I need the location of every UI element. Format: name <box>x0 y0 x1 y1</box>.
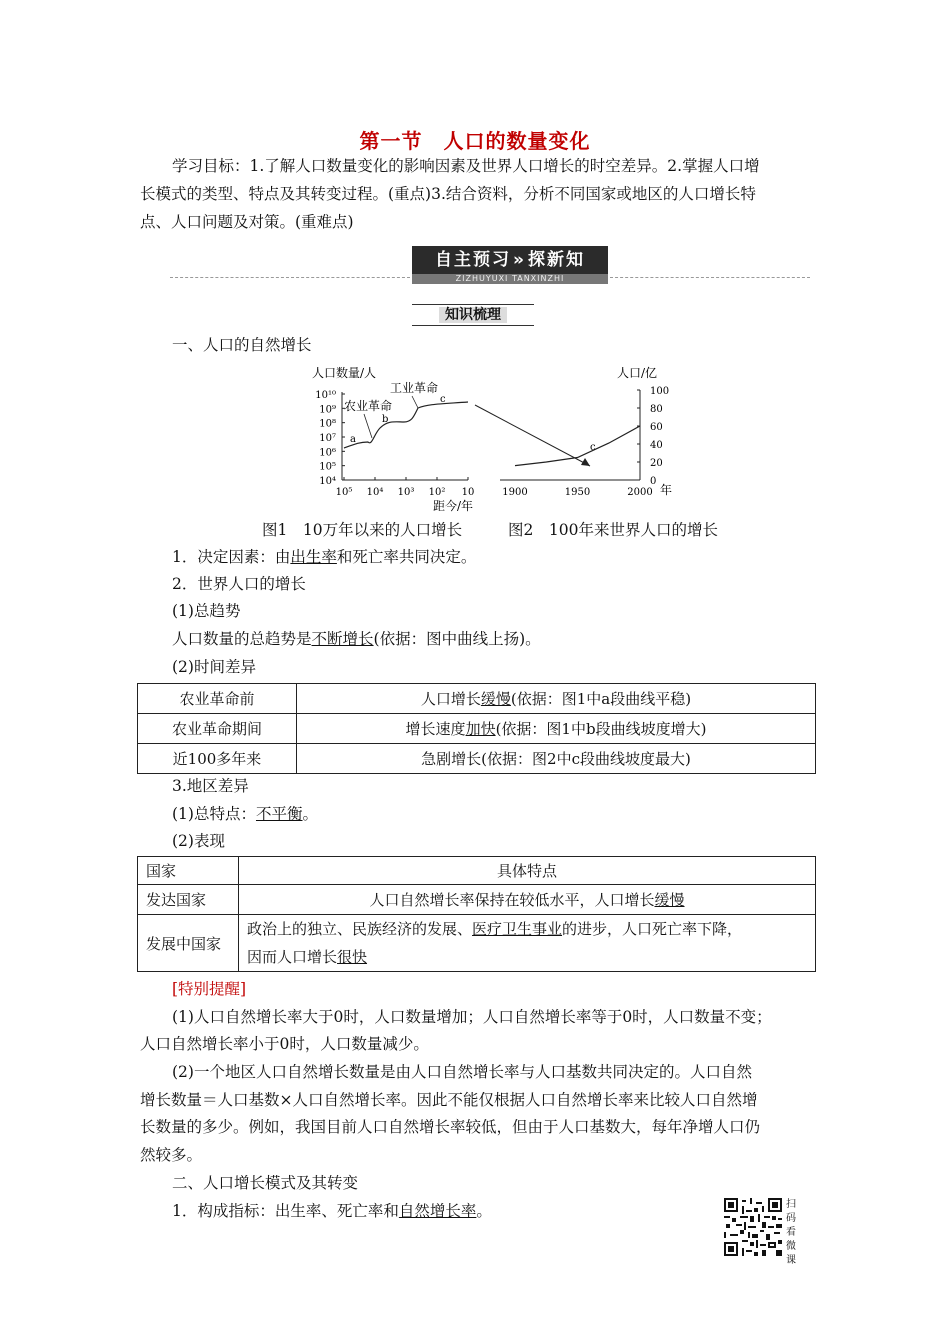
fig1-xtick-label: 10⁴ <box>366 487 384 498</box>
fig1-ytick-label: 10⁶ <box>319 447 336 459</box>
banner-title: 自主预习 » 探新知 <box>412 246 608 274</box>
objectives-line-1: 学习目标：1.了解人口数量变化的影响因素及世界人口增长的时空差异。2.掌握人口增 <box>172 157 760 175</box>
tip2-line-3: 长数量的多少。例如，我国目前人口自然增长率较低，但由于人口基数大，每年净增人口仍 <box>140 1118 761 1136</box>
fig1-xlabel: 距今/年 <box>433 499 474 513</box>
fig1-ytick-label: 10⁸ <box>319 418 336 430</box>
tip-label: [特别提醒] <box>172 980 247 998</box>
fig2-xtick-label: 2000 <box>627 487 653 498</box>
fig1-ytick-label: 10⁴ <box>319 476 336 487</box>
objectives-line-2: 长模式的类型、特点及其转变过程。(重点)3.结合资料，分析不同国家或地区的人口增长特 <box>140 185 756 203</box>
section2-heading: 二、人口增长模式及其转变 <box>172 1174 359 1192</box>
tip2-line-2: 增长数量＝人口基数×人口自然增长率。因此不能仅根据人口自然增长率来比较人口自然增 <box>140 1091 758 1109</box>
time-difference-table <box>137 683 816 774</box>
qr-label: 扫码看微课 <box>786 1199 796 1266</box>
fig2-xtick-label: 1950 <box>564 487 591 498</box>
fig1-xtick-label: 10³ <box>397 487 415 498</box>
table-row: 农业革命期间 增长速度加快(依据：图1中b段曲线坡度增大) <box>138 714 816 744</box>
connector-arrow <box>475 405 590 466</box>
fig1-label-b: b <box>382 414 389 425</box>
banner-arrow-icon: » <box>513 250 526 270</box>
para-trend: (1)总趋势 <box>172 602 241 620</box>
para-performance: (2)表现 <box>172 832 225 850</box>
tip2-line-1: (2)一个地区人口自然增长数量是由人口自然增长率与人口基数共同决定的。人口自然 <box>172 1063 752 1081</box>
tip2-line-4: 然较多。 <box>140 1146 203 1164</box>
section1-heading: 一、人口的自然增长 <box>172 336 312 354</box>
fig1-ytick-label: 10⁹ <box>319 404 336 416</box>
tip1-line-1: (1)人口自然增长率大于0时，人口数量增加；人口自然增长率等于0时，人口数量不变； <box>172 1008 772 1026</box>
knowledge-tag: 知识梳理 <box>412 304 534 326</box>
para-determinants: 1．决定因素：由出生率和死亡率共同决定。 <box>172 548 477 566</box>
table-row: 发展中国家 政治上的独立、民族经济的发展、医疗卫生事业的进步，人口死亡率下降， 因而人口增长很快 <box>138 915 816 972</box>
banner-subtitle: ZIZHUYUXI TANXINZHI <box>412 274 608 284</box>
fig2-ytick-label: 0 <box>650 476 657 487</box>
population-figures <box>300 362 690 520</box>
fig1-ytick-label: 10¹⁰ <box>315 390 336 401</box>
para-trend-detail: 人口数量的总趋势是不断增长(依据：图中曲线上扬)。 <box>172 630 541 648</box>
fig2-ytick-label: 40 <box>650 440 663 451</box>
table-row: 近100多年来 急剧增长(依据：图2中c段曲线坡度最大) <box>138 744 816 774</box>
table-row: 国家 具体特点 <box>138 857 816 885</box>
fig1-indus-label: 工业革命 <box>390 381 439 395</box>
fig1-xtick-label: 10⁵ <box>335 487 353 498</box>
tip1-line-2: 人口自然增长率小于0时，人口数量减少。 <box>140 1035 429 1053</box>
fig1-label-a: a <box>350 434 356 445</box>
fig2-label-c: c <box>590 442 596 453</box>
fig2-ytick-label: 100 <box>650 386 670 397</box>
fig2-xunit: 年 <box>660 483 673 497</box>
fig1-ytick-label: 10⁷ <box>319 433 336 444</box>
para-regional-feature: (1)总特点：不平衡。 <box>172 805 318 823</box>
para-world-growth: 2．世界人口的增长 <box>172 575 306 593</box>
fig1-xtick-label: 10² <box>428 487 446 498</box>
fig2-yticks <box>637 386 669 487</box>
fig1-ylabel: 人口数量/人 <box>312 366 377 380</box>
fig1-ytick-label: 10⁵ <box>319 461 336 473</box>
fig1-caption: 图1 10万年以来的人口增长 <box>262 521 463 539</box>
page-title: 第一节 人口的数量变化 <box>359 129 591 153</box>
para-regional: 3.地区差异 <box>172 777 249 795</box>
fig2-xtick-label: 1900 <box>502 487 528 498</box>
fig1-xtick-label: 10 <box>461 487 475 498</box>
fig1-yticks <box>315 390 345 487</box>
fig2-ytick-label: 20 <box>650 458 663 469</box>
fig2-xticks <box>502 487 652 498</box>
para-indicators: 1．构成指标：出生率、死亡率和自然增长率。 <box>172 1202 492 1220</box>
fig2-caption: 图2 100年来世界人口的增长 <box>508 521 718 539</box>
fig2-ylabel: 人口/亿 <box>617 366 658 380</box>
table-row: 发达国家 人口自然增长率保持在较低水平，人口增长缓慢 <box>138 885 816 915</box>
table-row: 农业革命前 人口增长缓慢(依据：图1中a段曲线平稳) <box>138 684 816 714</box>
para-time-diff: (2)时间差异 <box>172 658 256 676</box>
fig1-label-c: c <box>440 394 446 405</box>
fig2-ytick-label: 80 <box>650 404 663 415</box>
objectives-line-3: 点、人口问题及对策。(重难点) <box>140 213 354 231</box>
fig2-ytick-label: 60 <box>650 422 663 433</box>
qr-code-icon[interactable] <box>724 1198 782 1256</box>
regional-table <box>137 856 816 972</box>
fig1-agri-label: 农业革命 <box>344 399 393 413</box>
